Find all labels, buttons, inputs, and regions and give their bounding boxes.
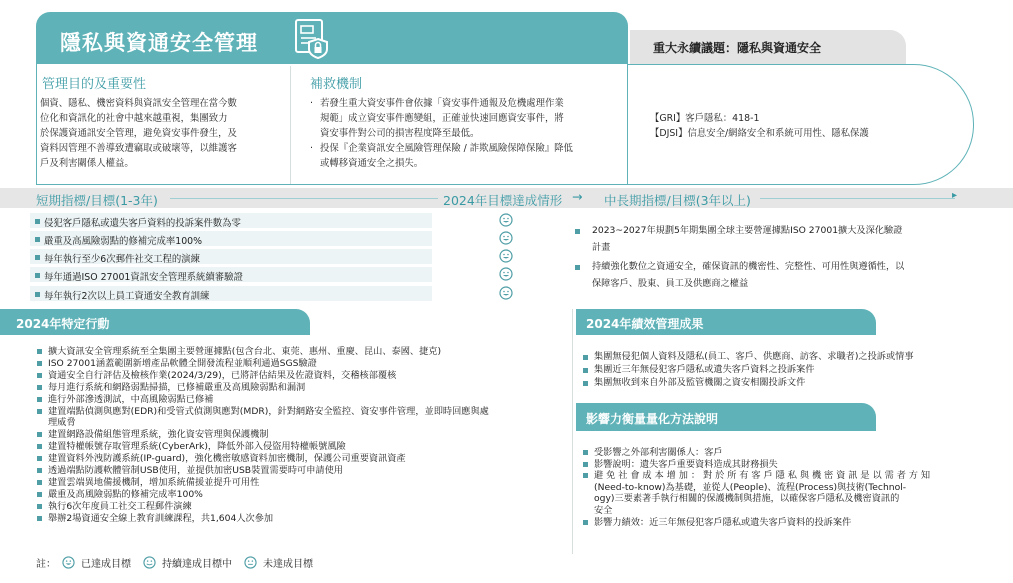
action-item: 進行外部滲透測試，中高風險弱點已修補 [48, 394, 568, 406]
bullet-icon [583, 450, 588, 455]
bullet-icon [37, 432, 42, 437]
bullet-icon [583, 473, 588, 478]
goal-row: 每年執行至少6次郵件社交工程的演練 [30, 249, 432, 265]
remedy-list [310, 96, 625, 171]
column-divider [290, 66, 291, 184]
legend-label: 註： [36, 559, 56, 570]
standards-text [650, 111, 960, 141]
bullet-icon [583, 368, 588, 373]
bullet-icon [583, 381, 588, 386]
strip-line [760, 198, 955, 199]
bullet-icon [37, 361, 42, 366]
bullet-icon [37, 504, 42, 509]
impact-heading: 影響力衡量量化方法說明 [586, 412, 719, 426]
legend-ongoing: 持續達成目標中 [162, 559, 232, 570]
bullet-icon [37, 480, 42, 485]
bullet-icon [37, 385, 42, 390]
purpose-text: 個資、隱私、機密資料與資訊安全管理在當今數 位化和資訊化的社會中越來越重視，集團致力 於保護資通訊安全管理，避免資安事件發生，及 資料因管理不善導致遭竊取或破壞等，以維護客 戶及利害關係人權益。 [40, 98, 237, 169]
page-title: 隱私與資通安全管理 [60, 31, 258, 55]
bullet-icon [37, 444, 42, 449]
goal-row: 每年執行2次以上員工資通安全教育訓練 [30, 286, 432, 302]
document-shield-icon [292, 17, 332, 59]
goal-row: 侵犯客戶隱私或遺失客戶資料的投訴案件數為零 [30, 213, 432, 229]
action-item: 透過端點防護軟體管制USB使用，並提供加密USB裝置需要時可申請使用 [48, 465, 568, 477]
impact-item: 避 免 社 會 成 本 增 加 ： 對 於 所 有 客 戶 隱 私 與 機 密 資 訊 是 以 需 者 方 知 (Need-to-know)為基礎，並從人(People)、流程(Process)與技術(Technol- ogy)三要素著手執行相關的保護機制與措施，以確保客戶隱私及機密資訊的 安全 [594, 470, 956, 516]
arrow-right-icon: → [572, 189, 583, 204]
remedy-item: ‧ 投保『企業資訊安全風險管理保險 / 詐欺風險保障保險』降低 或轉移資通安全之損失。 [310, 143, 573, 169]
bullet-icon [37, 349, 42, 354]
action-item: 擴大資訊安全管理系統至全集團主要營運據點(包含台北、東莞、惠州、重慶、昆山、泰國、捷克) [48, 346, 568, 358]
action-item: 建置資料外洩防護系統(IP-guard)，強化機密敏感資料加密機制，保護公司重要資訊資產 [48, 453, 568, 465]
bullet-icon [37, 516, 42, 521]
action-item: 建置特權帳號存取管理系統(CyberArk)，降低外部入侵盜用特權帳號風險 [48, 441, 568, 453]
neutral-not-achieved-icon [244, 556, 257, 569]
bullet-icon [37, 456, 42, 461]
bullet-icon [35, 273, 40, 278]
legend [36, 555, 313, 570]
action-item: 資通安全自行評估及檢核作業(2024/3/29)，已將評估結果及佐證資料，交稽核部覆核 [48, 370, 568, 382]
impact-list [594, 447, 956, 528]
remedy-item: ‧ 若發生重大資安事件會依據「資安事件通報及危機處理作業 規範」成立資安事件應變組，正確並快速回應資安事件，將 資安事件對公司的損害程度降至最低。 [310, 98, 564, 139]
smile-achieved-icon [499, 286, 513, 300]
smile-achieved-icon [499, 231, 513, 245]
result-item: 集團無侵犯個人資料及隱私(員工、客戶、供應商、訪客、求職者)之投訴或情事 [594, 351, 999, 364]
bullet-icon [35, 237, 40, 242]
bullet-icon [37, 373, 42, 378]
impact-item: 影響力績效：近三年無侵犯客戶隱私或遺失客戶資料的投訴案件 [594, 517, 956, 529]
actions-heading: 2024年特定行動 [16, 317, 110, 331]
short-term-heading: 短期指標/目標(1-3年) [36, 193, 158, 208]
result-item: 集團近三年無侵犯客戶隱私或遺失客戶資料之投訴案件 [594, 364, 999, 377]
bullet-icon [575, 229, 580, 234]
bullet-icon [583, 462, 588, 467]
impact-item: 影響說明：遺失客戶重要資料造成其財務損失 [594, 459, 956, 471]
goal-row: 每年通過ISO 27001資訊安全管理系統續審驗證 [30, 267, 432, 283]
action-item: 每月進行系統和網路弱點掃描，已修補嚴重及高風險弱點和漏洞 [48, 382, 568, 394]
material-topic: 重大永續議題：隱私與資通安全 [653, 41, 822, 55]
smile-achieved-icon [499, 249, 513, 263]
legend-achieved: 已達成目標 [81, 559, 131, 570]
goal-row: 嚴重及高風險弱點的修補完成率100% [30, 231, 432, 247]
bullet-icon [575, 265, 580, 270]
bullet-icon [37, 492, 42, 497]
result-item: 集團無收到來自外部及監管機關之資安相關投訴文件 [594, 377, 999, 390]
mid-goal: 持續強化數位之資通安全，確保資訊的機密性、完整性、可用性與遵循性，以 保障客戶、股東、員工及供應商之權益 [584, 258, 984, 292]
legend-not-achieved: 未達成目標 [263, 559, 313, 570]
results-heading: 2024年績效管理成果 [586, 317, 704, 331]
action-item: 嚴重及高風險弱點的修補完成率100% [48, 489, 568, 501]
action-item: 舉辦2場資通安全線上教育訓練課程，共1,604人次參加 [48, 513, 568, 525]
arrow-head-icon: ▸ [952, 190, 958, 201]
bullet-icon [37, 409, 42, 414]
djsi-line: 【DJSI】信息安全/網絡安全和系統可用性、隱私保護 [650, 128, 869, 139]
smile-achieved-icon [499, 213, 513, 227]
actions-list [48, 346, 568, 525]
action-item: 執行6次年度員工社交工程郵件演練 [48, 501, 568, 513]
mid-goal: 2023~2027年規劃5年期集團全球主要營運據點ISO 27001擴大及深化驗證 計畫 [584, 222, 984, 256]
mid-long-heading: 中長期指標/目標(3年以上) [604, 193, 751, 208]
smile-achieved-icon [499, 267, 513, 281]
impact-item: 受影響之外部利害關係人：客戶 [594, 447, 956, 459]
results-list [594, 351, 999, 390]
bullet-icon [37, 397, 42, 402]
column-divider [572, 309, 573, 554]
action-item: 建置端點偵測與應對(EDR)和受管式偵測與應對(MDR)，針對網路安全監控、資安事件管理，並即時回應與處 理威脅 [48, 406, 568, 430]
bullet-icon [35, 255, 40, 260]
achievement-heading: 2024年目標達成情形 [443, 193, 563, 208]
action-item: ISO 27001涵蓋範圍新增產品軟體全開發流程並順利通過SGS驗證 [48, 358, 568, 370]
remedy-heading: 補救機制 [310, 77, 363, 92]
action-item: 建置網路設備組態管理系統，強化資安管理與保護機制 [48, 429, 568, 441]
bullet-icon [583, 520, 588, 525]
bullet-icon [35, 219, 40, 224]
purpose-heading: 管理目的及重要性 [42, 77, 147, 92]
bullet-icon [35, 292, 40, 297]
smile-achieved-icon [62, 556, 75, 569]
bullet-icon [583, 355, 588, 360]
action-item: 建置雲端異地備援機制，增加系統備援並提升可用性 [48, 477, 568, 489]
bullet-icon [37, 468, 42, 473]
gri-line: 【GRI】客戶隱私：418-1 [650, 113, 760, 124]
smile-ongoing-icon [143, 556, 156, 569]
strip-line [170, 198, 438, 199]
